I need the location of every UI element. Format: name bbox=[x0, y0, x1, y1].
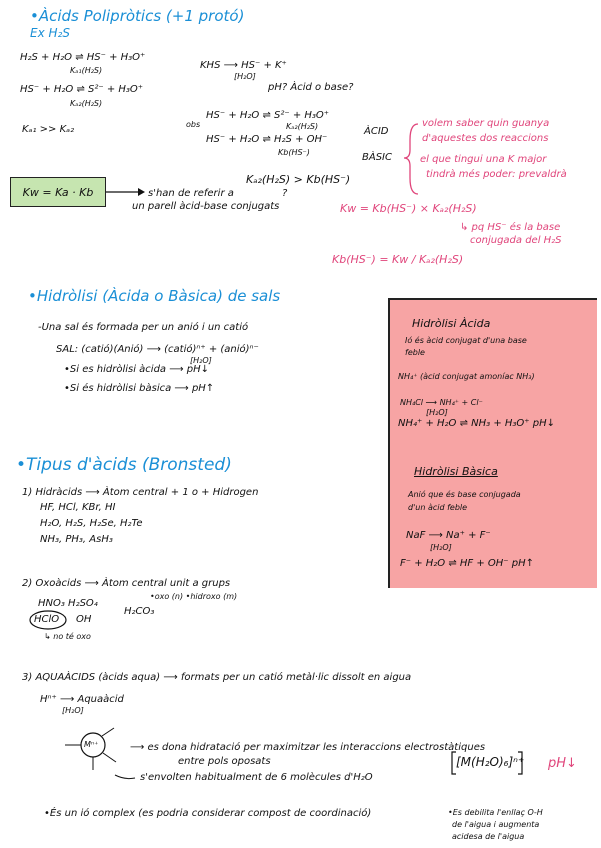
kw-box bbox=[10, 177, 106, 207]
note-line-2: d'aquestes dos reaccions bbox=[422, 133, 549, 144]
complex-formula: [M(H₂O)₆]ⁿ⁺ bbox=[456, 755, 525, 769]
section-title-poliprotics: •Àcids Polipròtics (+1 protó) bbox=[30, 7, 245, 25]
aqua-center-ion: Mⁿ⁺ bbox=[84, 740, 99, 749]
oh-label: OH bbox=[76, 614, 92, 625]
box-acid-example: NH₄⁺ (àcid conjugat amoníac NH₃) bbox=[398, 372, 535, 381]
section-title-hidrolisi: •Hidròlisi (Àcida o Bàsica) de sals bbox=[28, 287, 281, 305]
obs-acid-label: ÀCID bbox=[364, 126, 389, 137]
bullet-hidrolisi-basica: •Si és hidròlisi bàsica ⟶ pH↑ bbox=[64, 383, 215, 394]
ka2-vs-kb: Kₐ₂(H₂S) > Kb(HS⁻) bbox=[246, 173, 351, 186]
hidrolisi-definition: -Una sal és formada per un anió i un catió bbox=[38, 322, 249, 333]
hidracids-example-1: HF, HCl, KBr, HI bbox=[40, 502, 116, 513]
box-basic-title: Hidròlisi Bàsica bbox=[414, 465, 498, 478]
eq-h2s-dissociation: H₂S + H₂O ⇌ HS⁻ + H₃O⁺ bbox=[20, 52, 146, 63]
ka-comparison: Kₐ₁ >> Kₐ₂ bbox=[22, 124, 75, 135]
complex-note: •És un ió complex (es podria considerar compost de coordinació) bbox=[44, 808, 372, 819]
obs-basic-label: BÀSIC bbox=[362, 152, 392, 163]
aqua-bond-lower bbox=[103, 753, 116, 762]
example-label: Ex H₂S bbox=[30, 26, 70, 40]
hidracids-line: 1) Hidràcids ⟶ Àtom central + 1 o + Hidrogen bbox=[22, 487, 259, 498]
aqua-equation: Hⁿ⁺ ⟶ Aquaàcid bbox=[40, 694, 124, 705]
complex-ph: pH↓ bbox=[548, 756, 577, 771]
box-acid-desc-1: Ió és àcid conjugat d'una base bbox=[405, 336, 527, 345]
obs-eq-acid: HS⁻ + H₂O ⇌ S²⁻ + H₃O⁺ bbox=[206, 110, 330, 121]
kw-note-line-1: s'han de referir a bbox=[148, 188, 234, 199]
obs-ka2: Kₐ₂(H₂S) bbox=[286, 122, 319, 131]
obs-eq-basic: HS⁻ + H₂O ⇌ H₂S + OH⁻ bbox=[206, 134, 328, 145]
kw-box-text: Kw = Ka · Kb bbox=[22, 185, 94, 199]
debilita-line-2: de l'aigua i augmenta bbox=[452, 820, 540, 829]
box-basic-eq1: NaF ⟶ Na⁺ + F⁻ bbox=[406, 530, 491, 541]
kb-formula: Kb(HS⁻) = Kw / Kₐ₂(H₂S) bbox=[332, 253, 464, 266]
oxoacids-groups: •oxo (n) •hidroxo (m) bbox=[150, 592, 238, 601]
oxoacids-example-1: HNO₃ H₂SO₄ bbox=[38, 598, 98, 609]
box-acid-eq1: NH₄Cl ⟶ NH₄⁺ + Cl⁻ bbox=[400, 398, 483, 407]
eq-h2s-ka1: Kₐ₁(H₂S) bbox=[70, 66, 103, 75]
note-line-4: tindrà més poder: prevaldrà bbox=[426, 169, 567, 180]
sal-condition: [H₂O] bbox=[190, 356, 212, 365]
bullet-hidrolisi-acida: •Si es hidròlisi àcida ⟶ pH↓ bbox=[64, 364, 209, 375]
section-title-tipus: •Tipus d'àcids (Bronsted) bbox=[16, 455, 232, 475]
kw-formula: Kw = Kb(HS⁻) × Kₐ₂(H₂S) bbox=[340, 202, 477, 215]
note-line-3: el que tingui una K major bbox=[420, 154, 547, 165]
box-basic-desc-1: Anió que és base conjugada bbox=[408, 490, 521, 499]
oxoacids-line: 2) Oxoàcids ⟶ Àtom central unit a grups bbox=[22, 578, 231, 589]
aquaacids-line: 3) AQUAÀCIDS (àcids aqua) ⟶ formats per un catió metàl·lic dissolt en aigua bbox=[22, 672, 412, 683]
note-line-1: volem saber quin guanya bbox=[422, 118, 550, 129]
khs-equation: KHS ⟶ HS⁻ + K⁺ bbox=[200, 60, 287, 71]
debilita-line-1: •Es debilita l'enllaç O-H bbox=[448, 808, 543, 817]
eq-hs-dissociation: HS⁻ + H₂O ⇌ S²⁻ + H₃O⁺ bbox=[20, 84, 144, 95]
box-basic-eq2: F⁻ + H₂O ⇌ HF + OH⁻ pH↑ bbox=[400, 558, 535, 569]
box-acid-eq1-cond: [H₂O] bbox=[426, 408, 448, 417]
box-acid-title: Hidròlisi Àcida bbox=[412, 317, 491, 330]
kw-formula-note-1: ↳ pq HS⁻ és la base bbox=[460, 222, 561, 233]
obs-kb: Kb(HS⁻) bbox=[278, 148, 310, 157]
hidracids-example-3: NH₃, PH₃, AsH₃ bbox=[40, 534, 113, 545]
oxoacids-example-2: H₂CO₃ bbox=[124, 606, 155, 617]
aqua-desc-hexa: s'envolten habitualment de 6 molècules d'H₂O bbox=[140, 772, 373, 783]
kw-arrow-head bbox=[138, 188, 145, 196]
ka2-vs-kb-question: ? bbox=[282, 188, 288, 199]
no-oxo-note: ↳ no té oxo bbox=[44, 632, 91, 641]
note-brace bbox=[404, 124, 418, 194]
box-basic-eq1-cond: [H₂O] bbox=[430, 543, 452, 552]
aqua-condition: [H₂O] bbox=[62, 706, 84, 715]
ph-question: pH? Àcid o base? bbox=[268, 82, 354, 93]
box-acid-desc-2: feble bbox=[405, 348, 425, 357]
obs-label: obs bbox=[186, 120, 201, 129]
box-acid-eq2: NH₄⁺ + H₂O ⇌ NH₃ + H₃O⁺ pH↓ bbox=[398, 418, 556, 429]
kw-formula-note-2: conjugada del H₂S bbox=[470, 235, 562, 246]
box-basic-desc-2: d'un àcid feble bbox=[408, 503, 468, 512]
eq-hs-ka2: Kₐ₂(H₂S) bbox=[70, 99, 103, 108]
sal-equation: SAL: (catió)(Anió) ⟶ (catió)ⁿ⁺ + (anió)ⁿ⁻ bbox=[56, 344, 259, 355]
debilita-line-3: acidesa de l'aigua bbox=[452, 832, 525, 841]
aqua-desc-line-2: entre pols oposats bbox=[178, 756, 271, 767]
kw-note-line-2: un parell àcid-base conjugats bbox=[132, 201, 280, 212]
aqua-desc-line-1: ⟶ es dona hidratació per maximitzar les interaccions electrostàtiques bbox=[130, 742, 486, 753]
khs-condition: [H₂O] bbox=[234, 72, 256, 81]
aqua-bond-upper bbox=[102, 728, 114, 736]
hclo-label: HClO bbox=[34, 614, 60, 625]
hidracids-example-2: H₂O, H₂S, H₂Se, H₂Te bbox=[40, 518, 143, 529]
